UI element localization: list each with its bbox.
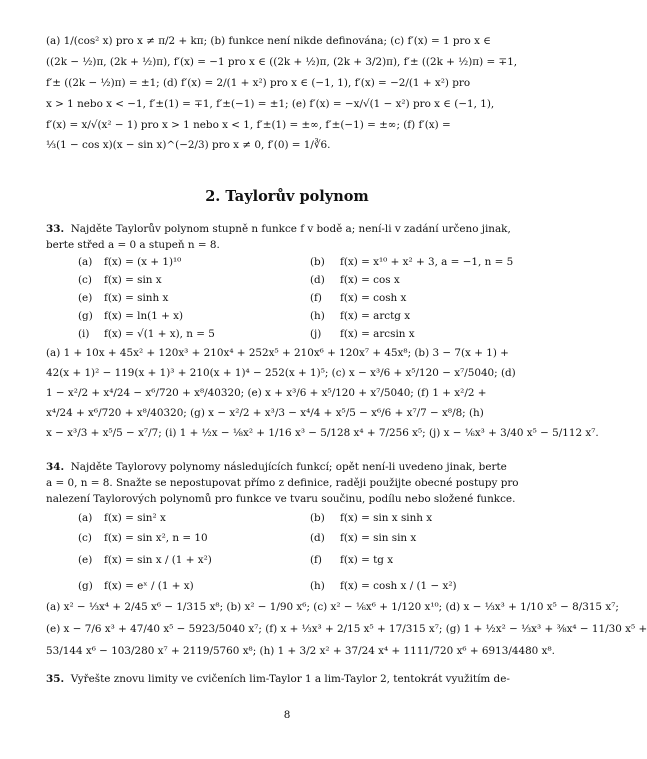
item-formula: f(x) = cosh x [340,292,407,304]
item-label: (h) [310,580,325,592]
item-formula: f(x) = (x + 1)¹⁰ [104,256,182,268]
item-label: (f) [310,554,322,566]
exercise-text: nalezení Taylorových polynomů pro funkce ve tvaru součinu, podílu nebo složené funkce. [46,493,516,505]
item-label: (c) [78,532,92,544]
item-formula: f(x) = sin sin x [340,532,417,544]
answer-line: (a) 1 + 10x + 45x² + 120x³ + 210x⁴ + 252x⁵ + 210x⁶ + 120x⁷ + 45x⁸; (b) 3 − 7(x + 1) + [46,347,509,359]
answer-line: x⁴/24 + x⁶/720 + x⁸/40320; (g) x − x²/2 + x³/3 − x⁴/4 + x⁵/5 − x⁶/6 + x⁷/7 − x⁸/8; (h) [46,407,484,419]
item-label: (g) [78,310,93,322]
item-label: (g) [78,580,93,592]
item-label: (f) [310,292,322,304]
answer-line: 42(x + 1)² − 119(x + 1)³ + 210(x + 1)⁴ − 252(x + 1)⁵; (c) x − x³/6 + x⁵/120 − x⁷/5040; (d) [46,367,516,379]
item-label: (d) [310,532,325,544]
item-label: (i) [78,328,90,340]
item-formula: f(x) = x¹⁰ + x² + 3, a = −1, n = 5 [340,256,514,268]
item-row [46,274,528,294]
answer-line: 53/144 x⁶ − 103/280 x⁷ + 2119/5760 x⁸; (h) 1 + 3/2 x² + 37/24 x⁴ + 1111/720 x⁶ + 6913/4480 x⁸. [46,645,555,657]
item-formula: f(x) = sin² x [104,512,166,524]
item-label: (e) [78,292,93,304]
answer-line: f′± ((2k − ½)π) = ±1; (d) f′(x) = 2/(1 + x²) pro x ∈ (−1, 1), f′(x) = −2/(1 + x²) pro [46,77,471,89]
answer-line: ⅓(1 − cos x)(x − sin x)^(−2/3) pro x ≠ 0, f′(0) = 1/∛6. [46,139,331,151]
page-number: 8 [283,709,291,721]
item-formula: f(x) = cos x [340,274,400,286]
item-formula: f(x) = sin x sinh x [340,512,433,524]
answer-line: (a) 1/(cos² x) pro x ≠ π/2 + kπ; (b) funkce není nikde definována; (c) f′(x) = 1 pro x ∈ [46,35,491,47]
item-label: (h) [310,310,325,322]
item-label: (e) [78,554,93,566]
exercise-text: Vyřešte znovu limity ve cvičeních lim-Taylor 1 a lim-Taylor 2, tentokrát využitím de- [70,673,510,685]
item-label: (a) [78,512,93,524]
item-row [46,554,528,574]
item-formula: f(x) = √(1 + x), n = 5 [104,328,215,340]
item-formula: f(x) = arctg x [340,310,411,322]
answer-line: (a) x² − ⅓x⁴ + 2/45 x⁶ − 1/315 x⁸; (b) x² − 1/90 x⁶; (c) x² − ⅙x⁶ + 1/120 x¹⁰; (d) x − ⅓x³ + 1/10 x⁵ − 8/315 x⁷; [46,601,619,613]
item-label: (j) [310,328,322,340]
answer-line: 1 − x²/2 + x⁴/24 − x⁶/720 + x⁸/40320; (e) x + x³/6 + x⁵/120 + x⁷/5040; (f) 1 + x²/2 + [46,387,487,399]
section-title: 2. Taylorův polynom [205,188,369,205]
item-row [46,580,528,600]
item-label: (b) [310,256,325,268]
exercise-label: 33. [46,223,65,235]
exercise-text: a = 0, n = 8. Snažte se nepostupovat přímo z definice, raději použijte obecné postupy pro [46,477,519,489]
exercise-text: Najděte Taylorův polynom stupně n funkce f v bodě a; není-li v zadání určeno jinak, [70,223,511,235]
answer-line: x − x³/3 + x⁵/5 − x⁷/7; (i) 1 + ½x − ⅛x² + 1/16 x³ − 5/128 x⁴ + 7/256 x⁵; (j) x − ⅙x³ + 3/40 x⁵ − 5/112 x⁷. [46,427,599,439]
item-formula: f(x) = sinh x [104,292,169,304]
exercise-label: 35. [46,673,65,685]
item-label: (a) [78,256,93,268]
answer-line: ((2k − ½)π, (2k + ½)π), f′(x) = −1 pro x ∈ ((2k + ½)π, (2k + 3/2)π), f′± ((2k + ½)π) = ∓1, [46,56,518,68]
answer-line: (e) x − 7/6 x³ + 47/40 x⁵ − 5923/5040 x⁷; (f) x + ⅓x³ + 2/15 x⁵ + 17/315 x⁷; (g) 1 + ½x² − ⅓x³ + ⅜x⁴ − 11/30 x⁵ + [46,623,647,635]
item-row [46,256,528,276]
item-label: (c) [78,274,92,286]
item-formula: f(x) = sin x [104,274,162,286]
item-formula: f(x) = cosh x / (1 − x²) [340,580,457,592]
item-row [46,512,528,532]
item-formula: f(x) = tg x [340,554,394,566]
item-label: (b) [310,512,325,524]
item-row [46,310,528,330]
item-row [46,292,528,312]
item-row [46,328,528,348]
item-label: (d) [310,274,325,286]
item-formula: f(x) = ln(1 + x) [104,310,184,322]
item-formula: f(x) = eˣ / (1 + x) [104,580,194,592]
answer-line: x > 1 nebo x < −1, f′±(1) = ∓1, f′±(−1) = ±1; (e) f′(x) = −x/√(1 − x²) pro x ∈ (−1, 1), [46,98,495,110]
exercise-label: 34. [46,461,65,473]
item-row [46,532,528,552]
item-formula: f(x) = arcsin x [340,328,415,340]
item-formula: f(x) = sin x², n = 10 [104,532,208,544]
item-formula: f(x) = sin x / (1 + x²) [104,554,212,566]
exercise-text: Najděte Taylorovy polynomy následujících funkcí; opět není-li uvedeno jinak, berte [70,461,507,473]
exercise-text: berte střed a = 0 a stupeň n = 8. [46,239,220,251]
answer-line: f′(x) = x/√(x² − 1) pro x > 1 nebo x < 1, f′±(1) = ±∞, f′±(−1) = ±∞; (f) f′(x) = [46,119,451,131]
